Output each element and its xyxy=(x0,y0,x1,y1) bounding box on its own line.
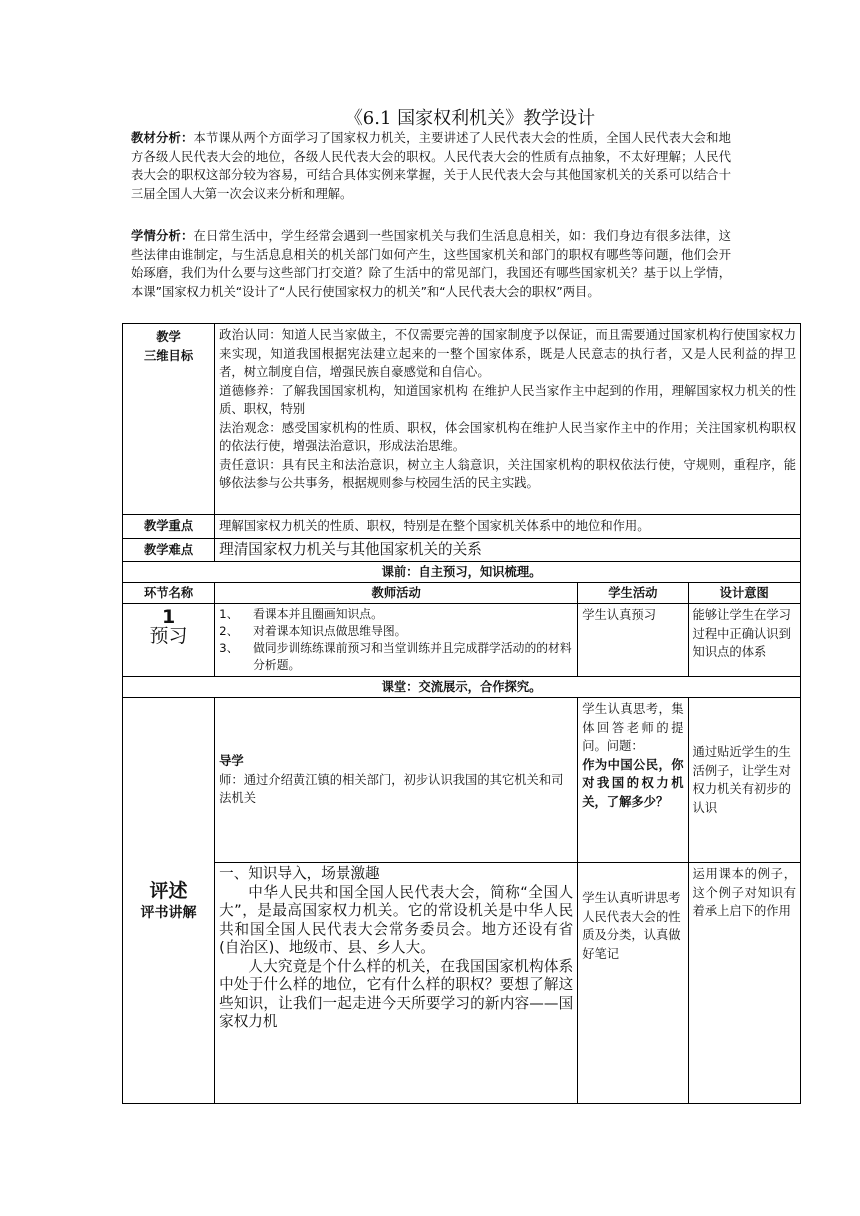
in-class-banner: 课堂：交流展示，合作探究。 xyxy=(123,677,801,698)
review-stage xyxy=(123,698,215,1104)
textbook-analysis xyxy=(131,129,731,203)
list-item: 1、 看课本并且圈画知识点。 xyxy=(219,607,383,621)
preview-teacher-list xyxy=(219,606,573,674)
preview-student: 学生认真预习 xyxy=(578,604,688,677)
guide-intent: 通过贴近学生的生活例子，让学生对权力机关有初步的认识 xyxy=(688,698,800,863)
header-intent: 设计意图 xyxy=(688,583,800,604)
guide-text: 师：通过介绍黄江镇的相关部门，初步认识我国的其它机关和司法机关 xyxy=(219,772,564,806)
pre-class-banner-row xyxy=(123,562,801,583)
difficulty-label: 教学难点 xyxy=(123,538,215,562)
textbook-analysis-label: 教材分析： xyxy=(131,131,194,145)
preview-row xyxy=(123,604,801,677)
lecture-teacher xyxy=(215,863,578,1104)
pre-class-banner: 课前：自主预习，知识梳理。 xyxy=(123,562,801,583)
goal-moral: 道德修养：了解我国国家机构，知道国家机构 在维护人民当家作主中起到的作用，理解国家权力机关的性质、职权，特别 xyxy=(219,383,796,416)
guide-student-question: 作为中国公民，你对我国的权力机关，了解多少？ xyxy=(582,757,684,809)
guide-student-text: 学生认真思考，集体回答老师的提问。问题： xyxy=(582,702,684,753)
student-situation-analysis xyxy=(131,227,731,301)
review-sub: 评书讲解 xyxy=(140,905,197,922)
student-situation-label: 学情分析： xyxy=(131,229,194,243)
textbook-analysis-text: 本节课从两个方面学习了国家权力机关，主要讲述了人民代表大会的性质，全国人民代表大会和地方各级人民代表大会的地位，各级人民代表大会的职权。人民代表大会的性质有点抽象，不太好理解；人民代表大会的职权这部分较为容易，可结合具体实例来掌握，关于人民代表大会与其他国家机关的关系可以结合十三届全国人大第一次会议来分析和理解。 xyxy=(131,131,731,201)
preview-name: 预习 xyxy=(149,624,188,647)
list-item: 3、 做同步训练练课前预习和当堂训练并且完成群学活动的的材料分析题。 xyxy=(219,641,572,672)
header-student: 学生活动 xyxy=(578,583,688,604)
goal-responsibility: 责任意识：具有民主和法治意识，树立主人翁意识，关注国家机构的职权依法行使，守规则，重程序，能够依法参与公共事务，根据规则参与校园生活的民主实践。 xyxy=(219,457,796,490)
header-stage: 环节名称 xyxy=(123,583,215,604)
preview-teacher xyxy=(215,604,578,677)
goals-row xyxy=(123,324,801,515)
goal-political: 政治认同：知道人民当家做主，不仅需要完善的国家制度予以保证，而且需要通过国家机构行使国家权力来实现，知道我国根据宪法建立起来的一整个国家体系，既是人民意志的执行者，又是人民利益的捍卫者，树立制度自信，增强民族自豪感觉和自信心。 xyxy=(219,328,796,379)
guide-teacher xyxy=(215,698,578,863)
guide-student xyxy=(578,698,688,863)
document-title: 《6.1 国家权利机关》教学设计 xyxy=(344,108,596,129)
student-situation-text: 在日常生活中，学生经常会遇到一些国家机关与我们生活息息相关，如：我们身边有很多法律，这些法律由谁制定，与生活息息相关的机关部门如何产生，这些国家机关和部门的职权有哪些等问题，他们会开始琢磨，我们为什么要与这些部门打交道？除了生活中的常见部门，我国还有哪些国家机关？基于以上学情，本课”国家权力机关“设计了“人民行使国家权力的机关”和“人民代表大会的职权”两目。 xyxy=(131,229,731,299)
lecture-paragraph-2: 人大究竟是个什么样的机关，在我国国家机构体系中处于什么样的地位，它有什么样的职权？要想了解这些知识，让我们一起走进今天所要学习的新内容——国家权力机 xyxy=(219,957,574,1030)
goal-legal: 法治观念：感受国家机构的性质、职权，体会国家机构在维护人民当家作主中的作用；关注国家机构职权的依法行使，增强法治意识，形成法治思维。 xyxy=(219,420,796,453)
lecture-intent: 运用课本的例子，这个例子对知识有着承上启下的作用 xyxy=(688,863,800,1104)
preview-number: 1 xyxy=(161,606,176,628)
difficulty-text: 理清国家权力机关与其他国家机关的关系 xyxy=(215,538,801,562)
focus-label: 教学重点 xyxy=(123,515,215,539)
in-class-banner-row xyxy=(123,677,801,698)
goals-label-line2: 三维目标 xyxy=(143,348,194,363)
goals-label-line1: 教学 xyxy=(156,330,181,344)
focus-row xyxy=(123,515,801,539)
lecture-row xyxy=(123,863,801,1104)
guide-title: 导学 xyxy=(219,754,244,769)
lesson-plan-table xyxy=(122,323,801,1104)
guide-row xyxy=(123,698,801,863)
lecture-paragraph-1: 中华人民共和国全国人民代表大会，简称“全国人大”，是最高国家权力机关。它的常设机关是中华人民共和国全国人民代表大会常务委员会。地方还设有省(自治区)、地级市、县、乡人大。 xyxy=(219,883,574,956)
preview-intent: 能够让学生在学习过程中正确认识到知识点的体系 xyxy=(688,604,800,677)
review-name: 评述 xyxy=(149,880,188,903)
goals-content xyxy=(215,324,801,515)
preview-stage xyxy=(123,604,215,677)
lecture-heading: 一、知识导入，场景激趣 xyxy=(219,865,380,882)
difficulty-row xyxy=(123,538,801,562)
list-item: 2、 对着课本知识点做思维导图。 xyxy=(219,624,407,638)
header-row xyxy=(123,583,801,604)
lecture-student: 学生认真听讲思考人民代表大会的性质及分类，认真做好笔记 xyxy=(578,863,688,1104)
header-teacher: 教师活动 xyxy=(215,583,578,604)
focus-text: 理解国家权力机关的性质、职权，特别是在整个国家机关体系中的地位和作用。 xyxy=(215,515,801,539)
goals-label xyxy=(123,324,215,515)
